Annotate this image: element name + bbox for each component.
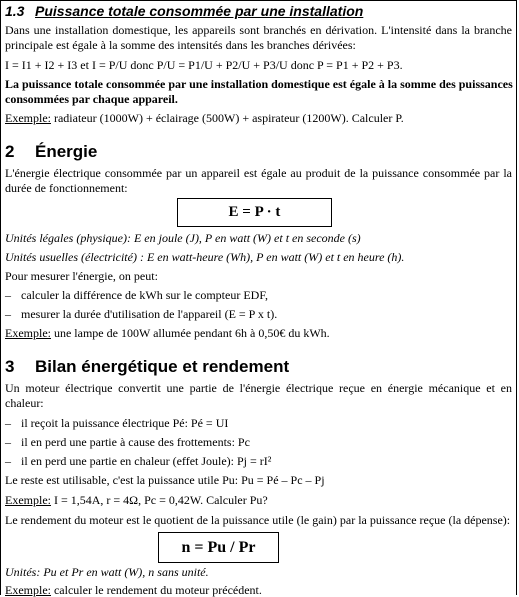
- section-1-3-paragraph-line-1: Dans une installation domestique, les appareils sont branchés en dérivation. L'intensité dans la branche: [5, 23, 512, 37]
- list-item: [5, 307, 512, 321]
- dash-bullet: –: [5, 435, 11, 449]
- section-3-example-1: [5, 493, 512, 507]
- efficiency-units-line: Unités: Pu et Pr en watt (W), n sans unité.: [5, 565, 209, 579]
- list-item-text: il en perd une partie à cause des frottements: Pc: [21, 435, 250, 449]
- example-label: Exemple:: [5, 493, 51, 507]
- section-3-paragraph-line-2: chaleur:: [5, 396, 44, 410]
- section-3-heading: [5, 357, 512, 377]
- section-1-3-paragraph-line-2: principale est égale à la somme des intensités dans les branches dérivées:: [5, 38, 356, 52]
- efficiency-formula-box: n = Pu / Pr: [158, 532, 279, 563]
- list-item-text: mesurer la durée d'utilisation de l'appareil (E = P x t).: [21, 307, 278, 321]
- measure-intro-line: Pour mesurer l'énergie, on peut:: [5, 269, 158, 283]
- usual-units-line: Unités usuelles (électricité) : E en watt-heure (Wh), P en watt (W) et t en heure (h).: [5, 250, 405, 264]
- section-1-3-bold-line-2: consommées par chaque appareil.: [5, 92, 178, 106]
- section-1-3-example: [5, 111, 512, 125]
- example-label: Exemple:: [5, 326, 51, 340]
- example-label: Exemple:: [5, 583, 51, 597]
- list-item: [5, 435, 512, 449]
- section-1-3-heading: [5, 3, 512, 19]
- dash-bullet: –: [5, 288, 11, 302]
- section-2-title: Énergie: [35, 142, 98, 161]
- section-1-3-number: 1.3: [5, 3, 25, 19]
- example-text: une lampe de 100W allumée pendant 6h à 0,50€ du kWh.: [50, 326, 330, 340]
- section-1-3-formula-line: I = I1 + I2 + I3 et I = P/U donc P/U = P1/U + P2/U + P3/U donc P = P1 + P2 + P3.: [5, 58, 403, 72]
- list-item-text: il en perd une partie en chaleur (effet Joule): Pj = rI²: [21, 454, 272, 468]
- list-item: [5, 288, 512, 302]
- list-item-text: il reçoit la puissance électrique Pé: Pé = UI: [21, 416, 229, 430]
- legal-units-line: Unités légales (physique): E en joule (J), P en watt (W) et t en seconde (s): [5, 231, 361, 245]
- list-item: [5, 416, 512, 430]
- dash-bullet: –: [5, 307, 11, 321]
- example-text: radiateur (1000W) + éclairage (500W) + aspirateur (1200W). Calculer P.: [50, 111, 404, 125]
- energy-formula-box: E = P · t: [177, 198, 332, 227]
- section-2-example: [5, 326, 512, 340]
- section-3-example-2: [5, 583, 512, 597]
- example-text: calculer le rendement du moteur précédent.: [50, 583, 262, 597]
- section-2-paragraph-line-2: durée de fonctionnement:: [5, 181, 128, 195]
- section-3-title: Bilan énergétique et rendement: [35, 357, 290, 376]
- example-text: I = 1,54A, r = 4Ω, Pc = 0,42W. Calculer Pu?: [50, 493, 268, 507]
- efficiency-definition-line: Le rendement du moteur est le quotient de la puissance utile (le gain) par la puissance reçue (la dépense):: [5, 513, 511, 527]
- section-1-3-bold-line-1: La puissance totale consommée par une installation domestique est égale à la somme des puissances: [5, 77, 513, 91]
- section-3-number: 3: [5, 357, 15, 376]
- list-item: [5, 454, 512, 468]
- section-2-paragraph-line-1: L'énergie électrique consommée par un appareil est égale au produit de la puissance consommée par la: [5, 166, 512, 180]
- dash-bullet: –: [5, 454, 11, 468]
- section-2-number: 2: [5, 142, 15, 161]
- list-item-text: calculer la différence de kWh sur le compteur EDF,: [21, 288, 269, 302]
- useful-power-line: Le reste est utilisable, c'est la puissance utile Pu: Pu = Pé – Pc – Pj: [5, 473, 325, 487]
- section-3-paragraph-line-1: Un moteur électrique convertit une partie de l'énergie électrique reçue en énergie mécanique et en: [5, 381, 512, 395]
- example-label: Exemple:: [5, 111, 51, 125]
- section-1-3-title: Puissance totale consommée par une installation: [35, 3, 364, 19]
- section-2-heading: [5, 142, 512, 162]
- dash-bullet: –: [5, 416, 11, 430]
